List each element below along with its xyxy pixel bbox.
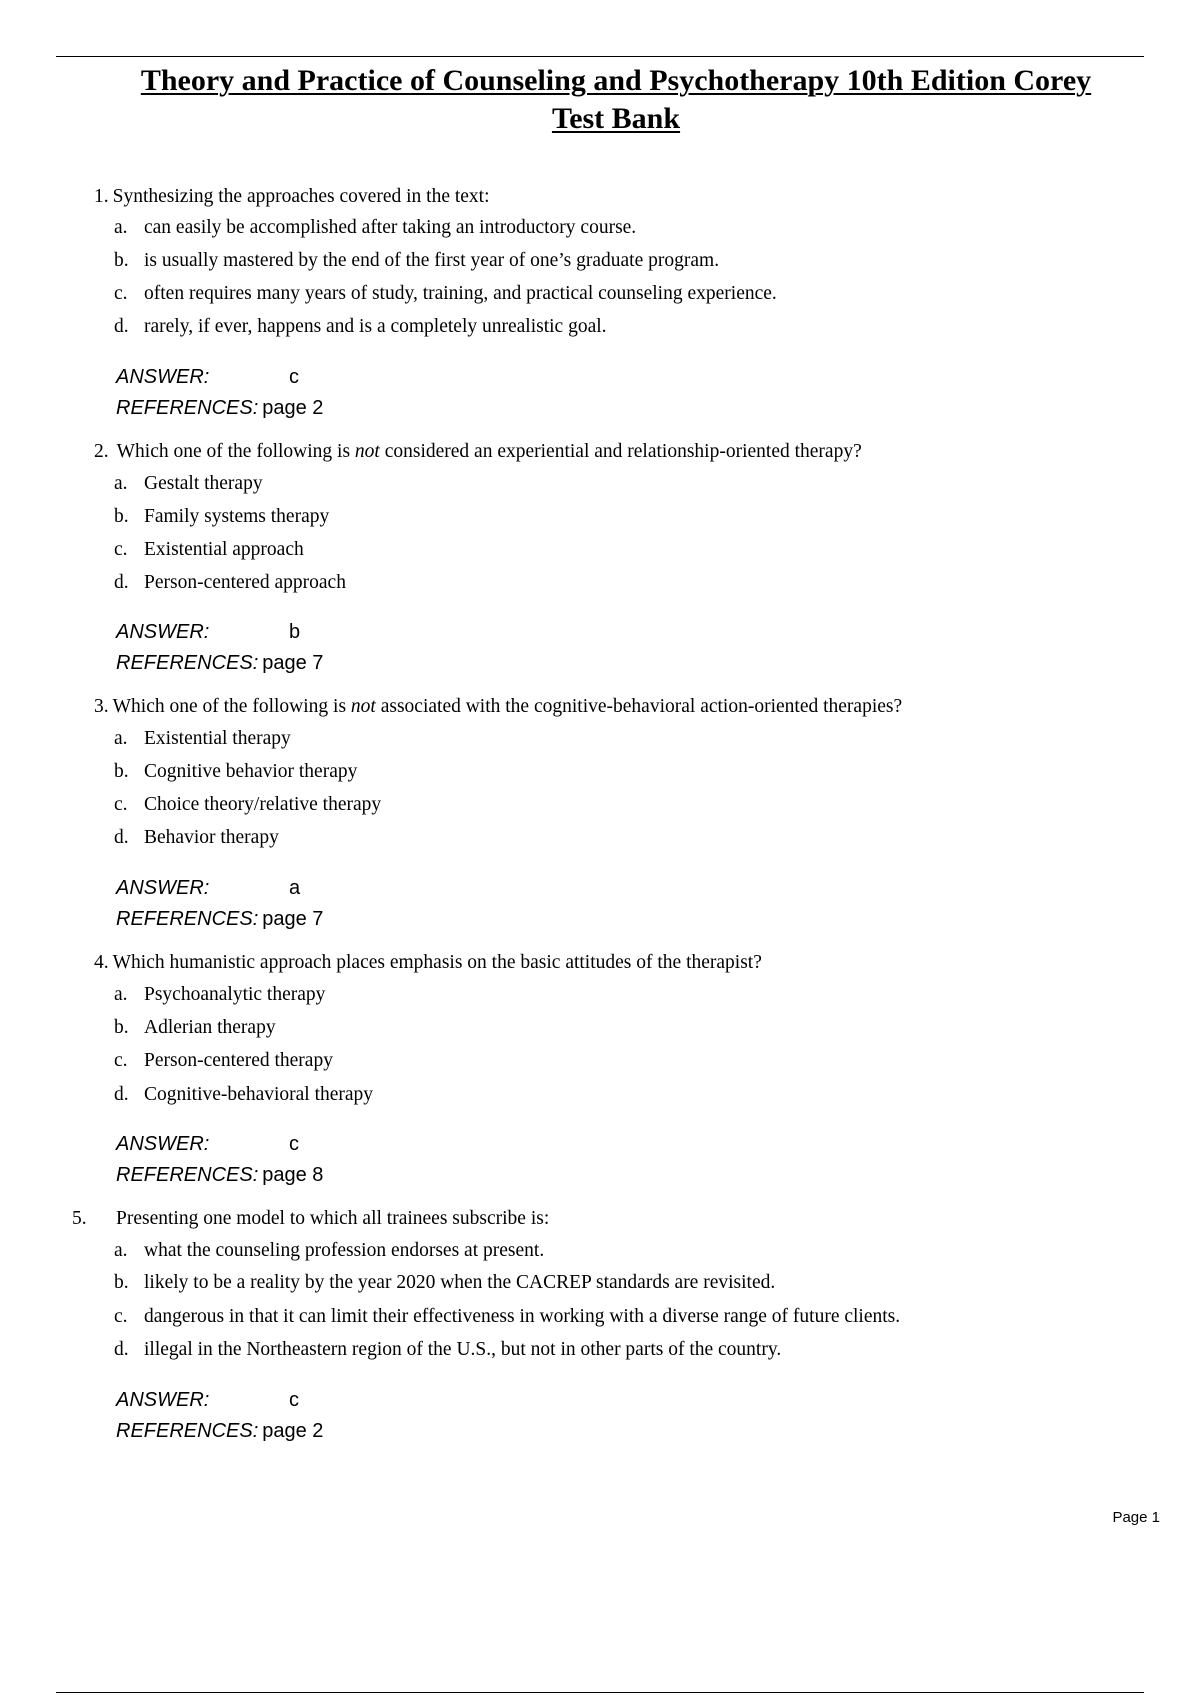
- question-text-emphasis: not: [354, 441, 380, 462]
- option-letter: c.: [114, 283, 128, 304]
- answer-label: ANSWER:: [116, 366, 210, 388]
- answer-line: [116, 876, 300, 900]
- option-text: Cognitive behavior therapy: [144, 761, 358, 782]
- option-letter: d.: [114, 1084, 129, 1105]
- option-letter: d.: [114, 572, 129, 593]
- option-letter: a.: [114, 1240, 128, 1261]
- question-text: Synthesizing the approaches covered in the text:: [112, 186, 490, 207]
- document-title: [96, 62, 1136, 138]
- option-text: is usually mastered by the end of the first year of one’s graduate program.: [144, 250, 720, 271]
- question-number: 4.: [94, 952, 109, 973]
- question-number: 1.: [94, 186, 109, 207]
- option-letter: a.: [114, 217, 128, 238]
- answer-line: [116, 1132, 299, 1156]
- option-text: often requires many years of study, training, and practical counseling experience.: [144, 283, 777, 304]
- option-text: dangerous in that it can limit their effectiveness in working with a diverse range of future clients.: [144, 1306, 901, 1327]
- option-text: Gestalt therapy: [144, 473, 263, 494]
- option-a: [114, 727, 291, 751]
- option-letter: b.: [114, 250, 129, 271]
- option-a: [114, 1239, 544, 1263]
- answer-line: [116, 620, 300, 644]
- option-text: Behavior therapy: [144, 827, 279, 848]
- question-text: Presenting one model to which all trainees subscribe is:: [116, 1208, 550, 1229]
- option-letter: a.: [114, 473, 128, 494]
- option-b: [114, 1016, 276, 1040]
- option-letter: b.: [114, 761, 129, 782]
- option-c: [114, 1305, 900, 1329]
- option-text: illegal in the Northeastern region of the U.S., but not in other parts of the country.: [144, 1339, 782, 1360]
- references-line: [116, 1419, 323, 1443]
- option-text: Psychoanalytic therapy: [144, 984, 326, 1005]
- question-text-emphasis: not: [350, 696, 376, 717]
- option-letter: c.: [114, 1050, 128, 1071]
- top-rule: [56, 56, 1144, 57]
- option-a: [114, 216, 636, 240]
- question-text-after: associated with the cognitive-behavioral action-oriented therapies?: [375, 696, 903, 717]
- references-value: page 2: [262, 1420, 324, 1442]
- references-value: page 7: [262, 908, 324, 930]
- option-letter: d.: [114, 827, 129, 848]
- option-d: [114, 1083, 373, 1107]
- question-stem: [94, 185, 490, 209]
- references-line: [116, 1163, 323, 1187]
- option-letter: d.: [114, 1339, 129, 1360]
- references-label: REFERENCES:: [116, 908, 259, 930]
- question-stem: [94, 440, 862, 464]
- answer-value: c: [289, 1389, 299, 1411]
- answer-value: c: [289, 366, 299, 388]
- answer-label: ANSWER:: [116, 621, 210, 643]
- option-text: Existential therapy: [144, 728, 291, 749]
- question-stem: [72, 1207, 549, 1231]
- option-c: [114, 793, 381, 817]
- option-d: [114, 571, 346, 595]
- option-b: [114, 505, 329, 529]
- option-d: [114, 826, 279, 850]
- option-text: can easily be accomplished after taking an introductory course.: [144, 217, 637, 238]
- option-text: Existential approach: [144, 539, 304, 560]
- option-a: [114, 983, 325, 1007]
- option-a: [114, 472, 263, 496]
- option-b: [114, 1271, 775, 1295]
- question-number: 3.: [94, 696, 109, 717]
- references-line: [116, 907, 323, 931]
- option-text: what the counseling profession endorses at present.: [144, 1240, 545, 1261]
- option-letter: c.: [114, 539, 128, 560]
- references-value: page 8: [262, 1164, 324, 1186]
- answer-line: [116, 1388, 299, 1412]
- question-stem: [94, 951, 762, 975]
- option-b: [114, 760, 357, 784]
- references-value: page 2: [262, 397, 324, 419]
- option-letter: d.: [114, 316, 129, 337]
- references-value: page 7: [262, 652, 324, 674]
- question-text-before: Which one of the following is: [116, 441, 355, 462]
- option-letter: b.: [114, 1017, 129, 1038]
- option-text: likely to be a reality by the year 2020 when the CACREP standards are revisited.: [144, 1272, 776, 1293]
- option-b: [114, 249, 719, 273]
- references-line: [116, 651, 323, 675]
- answer-label: ANSWER:: [116, 877, 210, 899]
- title-line-2: Test Bank: [551, 102, 681, 135]
- option-letter: a.: [114, 984, 128, 1005]
- references-line: [116, 396, 323, 420]
- option-text: Person-centered therapy: [144, 1050, 333, 1071]
- question-text-after: considered an experiential and relationship-oriented therapy?: [379, 441, 862, 462]
- option-letter: c.: [114, 794, 128, 815]
- references-label: REFERENCES:: [116, 1420, 259, 1442]
- question-text: Which humanistic approach places emphasis on the basic attitudes of the therapist?: [112, 952, 762, 973]
- option-letter: a.: [114, 728, 128, 749]
- answer-label: ANSWER:: [116, 1133, 210, 1155]
- option-text: Person-centered approach: [144, 572, 346, 593]
- bottom-rule: [56, 1692, 1144, 1693]
- references-label: REFERENCES:: [116, 397, 259, 419]
- option-c: [114, 538, 304, 562]
- title-line-1: Theory and Practice of Counseling and Psychotherapy 10th Edition Corey: [140, 64, 1092, 97]
- answer-value: a: [289, 877, 301, 899]
- option-d: [114, 1338, 781, 1362]
- option-letter: b.: [114, 1272, 129, 1293]
- option-d: [114, 315, 607, 339]
- page-number: Page 1: [1112, 1509, 1160, 1526]
- option-text: rarely, if ever, happens and is a completely unrealistic goal.: [144, 316, 607, 337]
- question-number: 5.: [72, 1208, 87, 1229]
- option-letter: b.: [114, 506, 129, 527]
- option-c: [114, 1049, 333, 1073]
- answer-label: ANSWER:: [116, 1389, 210, 1411]
- option-text: Adlerian therapy: [144, 1017, 276, 1038]
- option-text: Family systems therapy: [144, 506, 330, 527]
- answer-value: b: [289, 621, 301, 643]
- references-label: REFERENCES:: [116, 1164, 259, 1186]
- answer-line: [116, 365, 299, 389]
- question-number: 2.: [94, 441, 109, 462]
- option-text: Cognitive-behavioral therapy: [144, 1084, 374, 1105]
- answer-value: c: [289, 1133, 299, 1155]
- references-label: REFERENCES:: [116, 652, 259, 674]
- question-text-before: Which one of the following is: [112, 696, 351, 717]
- question-stem: [94, 695, 902, 719]
- option-text: Choice theory/relative therapy: [144, 794, 382, 815]
- option-c: [114, 282, 777, 306]
- option-letter: c.: [114, 1306, 128, 1327]
